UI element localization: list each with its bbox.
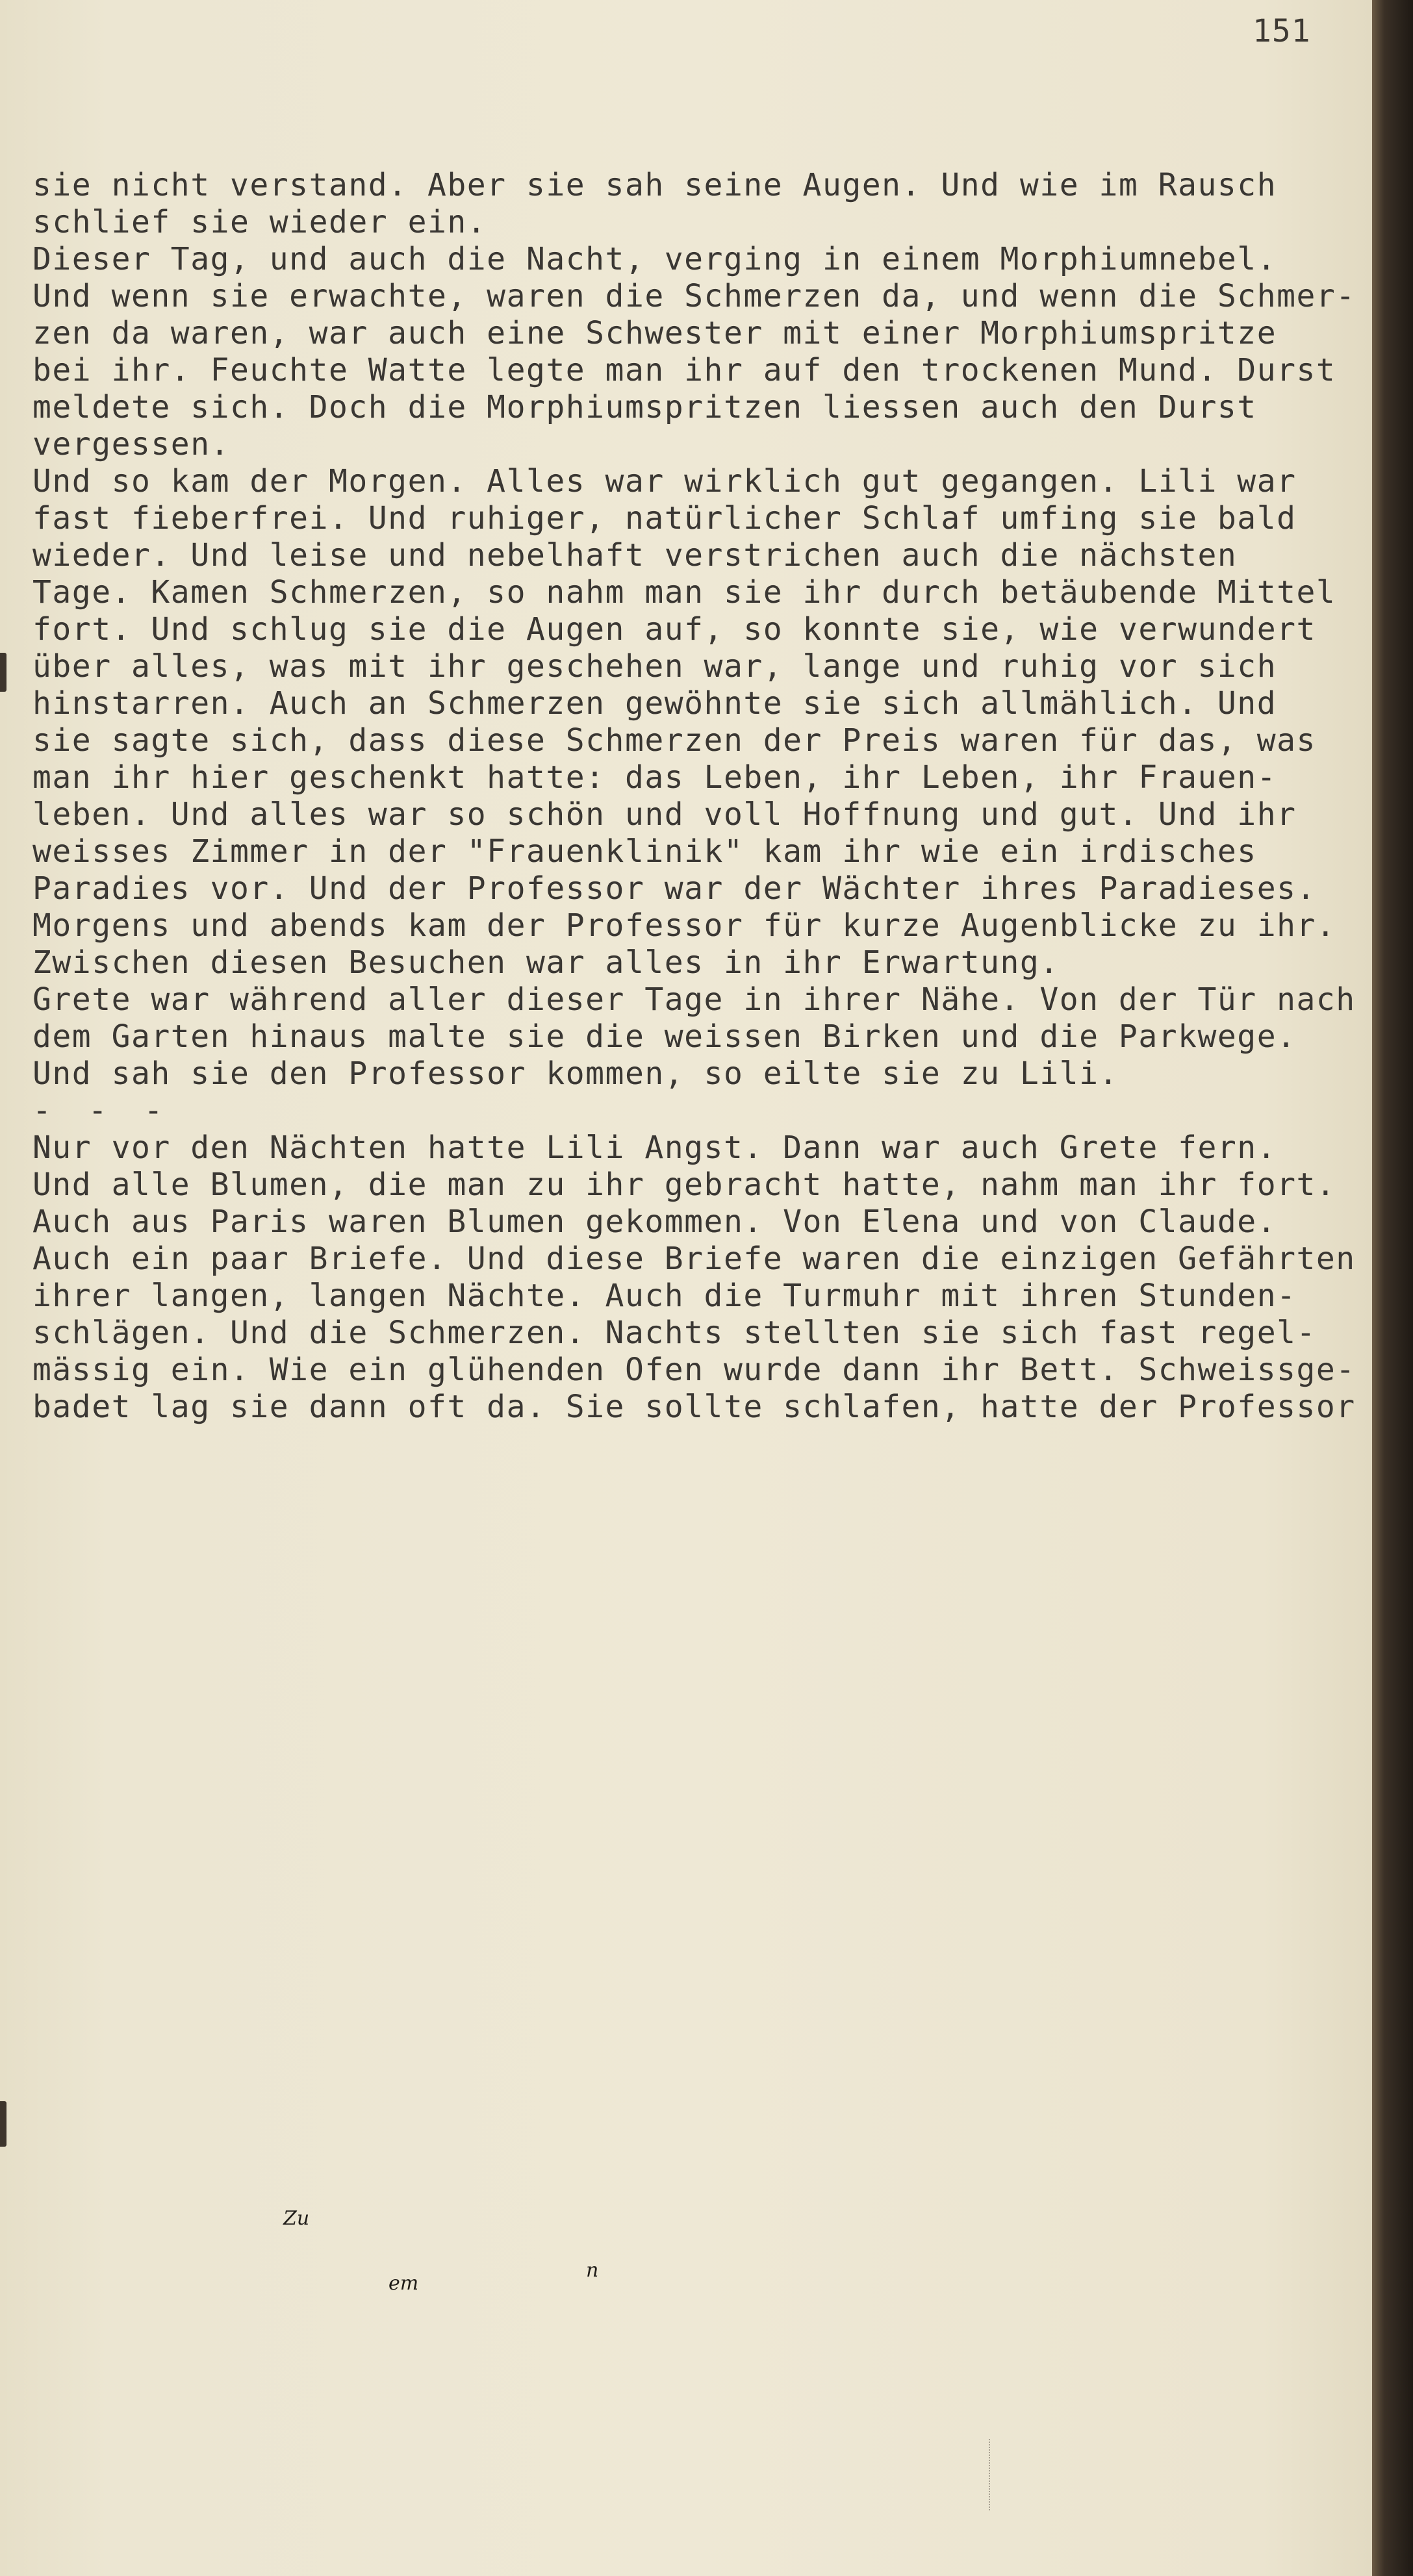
binding-mark [0, 2101, 6, 2147]
text-line: Und wenn sie erwachte, waren die Schmerzen da, und wenn die Schmer- [32, 278, 1356, 314]
text-line: sie sagte sich, dass diese Schmerzen der Preis waren für das, was [32, 722, 1316, 759]
text-line: badet lag sie dann oft da. Sie sollte schlafen, hatte der Professor [32, 1389, 1356, 1425]
text-line: ihrer langen, langen Nächte. Auch die Turmuhr mit ihren Stunden- [32, 1278, 1297, 1314]
text-line: Nur vor den Nächten hatte Lili Angst. Dann war auch Grete fern. [32, 1130, 1277, 1166]
binding-mark [0, 653, 6, 692]
text-line: schlägen. Und die Schmerzen. Nachts stellten sie sich fast regel- [32, 1315, 1316, 1351]
text-line: Paradies vor. Und der Professor war der Wächter ihres Paradieses. [32, 870, 1316, 907]
text-line: Auch aus Paris waren Blumen gekommen. Von Elena und von Claude. [32, 1204, 1277, 1240]
text-line: Und alle Blumen, die man zu ihr gebracht hatte, nahm man ihr fort. [32, 1167, 1336, 1203]
text-line: Und so kam der Morgen. Alles war wirklich gut gegangen. Lili war [32, 463, 1297, 499]
pencil-marks [989, 2439, 999, 2510]
text-line: Grete war während aller dieser Tage in ihrer Nähe. Von der Tür nach [32, 981, 1356, 1018]
handwritten-correction: Zu [283, 2207, 310, 2230]
text-line: Zwischen diesen Besuchen war alles in ihr Erwartung. [32, 944, 1060, 981]
text-line: fast fieberfrei. Und ruhiger, natürlicher Schlaf umfing sie bald [32, 500, 1297, 537]
page-number: 151 [1253, 13, 1311, 49]
handwritten-correction: em [388, 2272, 419, 2295]
text-line: über alles, was mit ihr geschehen war, lange und ruhig vor sich [32, 648, 1277, 685]
text-line: zen da waren, war auch eine Schwester mit einer Morphiumspritze [32, 315, 1277, 351]
text-line: meldete sich. Doch die Morphiumspritzen liessen auch den Durst [32, 389, 1257, 425]
text-line: Morgens und abends kam der Professor für kurze Augenblicke zu ihr. [32, 907, 1336, 944]
text-line: vergessen. [32, 426, 230, 462]
typed-text-block [32, 153, 1356, 1439]
text-line: Tage. Kamen Schmerzen, so nahm man sie ihr durch betäubende Mittel [32, 574, 1336, 611]
text-line: weisses Zimmer in der "Frauenklinik" kam ihr wie ein irdisches [32, 833, 1257, 870]
text-line: mässig ein. Wie ein glühenden Ofen wurde dann ihr Bett. Schweissge- [32, 1352, 1356, 1388]
text-line: sie nicht verstand. Aber sie sah seine Augen. Und wie im Rausch [32, 167, 1277, 203]
text-line: dem Garten hinaus malte sie die weissen Birken und die Parkwege. [32, 1018, 1297, 1055]
text-line: schlief sie wieder ein. [32, 204, 487, 240]
text-line: Dieser Tag, und auch die Nacht, verging in einem Morphiumnebel. [32, 241, 1277, 277]
section-separator: - - - [32, 1092, 172, 1129]
handwritten-correction: n [586, 2259, 599, 2282]
text-line: bei ihr. Feuchte Watte legte man ihr auf den trockenen Mund. Durst [32, 352, 1336, 388]
text-line: Und sah sie den Professor kommen, so eilte sie zu Lili. [32, 1055, 1119, 1092]
text-line: man ihr hier geschenkt hatte: das Leben, ihr Leben, ihr Frauen- [32, 759, 1277, 796]
text-line: leben. Und alles war so schön und voll Hoffnung und gut. Und ihr [32, 796, 1297, 833]
text-line: hinstarren. Auch an Schmerzen gewöhnte sie sich allmählich. Und [32, 685, 1277, 722]
text-line: Auch ein paar Briefe. Und diese Briefe waren die einzigen Gefährten [32, 1241, 1356, 1277]
text-line: wieder. Und leise und nebelhaft verstrichen auch die nächsten [32, 537, 1238, 574]
page-edge-shadow [1372, 0, 1413, 2576]
text-line: fort. Und schlug sie die Augen auf, so konnte sie, wie verwundert [32, 611, 1316, 648]
